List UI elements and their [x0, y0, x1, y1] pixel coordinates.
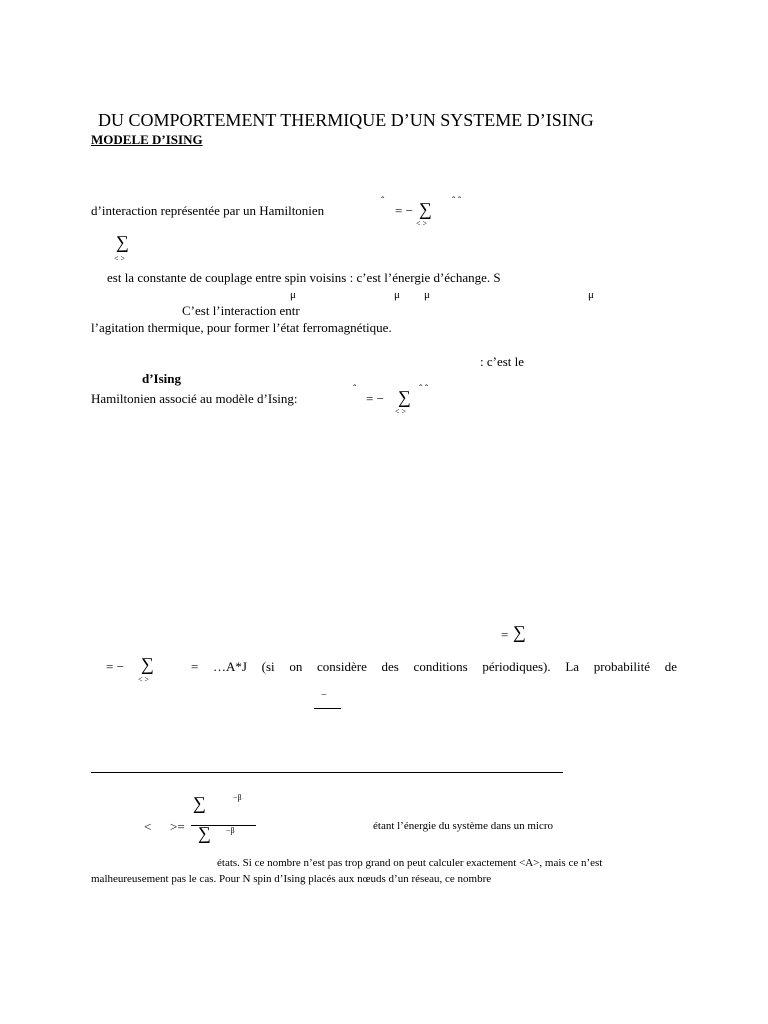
- section-heading: MODELE D’ISING: [91, 132, 203, 147]
- exponent-beta: −β: [233, 793, 242, 802]
- sum-symbol-denominator: ∑: [198, 823, 211, 843]
- mu-symbol: μ: [424, 289, 430, 301]
- sum-symbol-standalone: ∑: [116, 232, 129, 252]
- sum-subscript: < >: [395, 407, 407, 416]
- exponent-beta: −β: [226, 826, 235, 835]
- hat-symbol: ˆ: [353, 384, 357, 395]
- equation-equals-minus: = −: [395, 203, 413, 218]
- average-bracket-left: <: [144, 819, 152, 834]
- text-etats: états. Si ce nombre n’est pas trop grand on peut calculer exactement <A>, mais ce n’est: [217, 857, 603, 869]
- text-dising-bold: d’Ising: [142, 371, 182, 386]
- text-line-hamiltonian: d’interaction représentée par un Hamiltonien: [91, 203, 325, 218]
- equation-equals-minus: = −: [366, 391, 384, 406]
- text-line-coupling: est la constante de couplage entre spin voisins : c’est l’énergie d’échange. S: [107, 270, 501, 285]
- fraction-dash: −: [321, 690, 327, 701]
- footnote-separator: [91, 772, 563, 773]
- page-title: DU COMPORTEMENT THERMIQUE D’UN SYSTEME D’ISING: [98, 110, 594, 130]
- sum-symbol: ∑: [141, 654, 154, 674]
- hat-pair: ˆ ˆ: [452, 196, 462, 207]
- fraction-bar: [314, 708, 341, 709]
- average-bracket-right: >=: [170, 819, 185, 834]
- hat-symbol: ˆ: [381, 196, 385, 207]
- sum-subscript: < >: [138, 675, 150, 684]
- text-line-interaction: C’est l’interaction entr: [182, 303, 300, 318]
- text-cest-le: : c’est le: [480, 354, 525, 369]
- text-etant: étant l’énergie du système dans un micro: [373, 820, 554, 832]
- text-line-periodic: = …A*J (si on considère des conditions périodiques). La probabilité de: [191, 659, 677, 674]
- sum-subscript: < >: [416, 219, 428, 228]
- sum-symbol: ∑: [398, 387, 411, 407]
- sum-subscript-standalone: < >: [114, 254, 126, 263]
- sum-symbol: ∑: [419, 199, 432, 219]
- text-hamiltonien-modele: Hamiltonien associé au modèle d’Ising:: [91, 391, 298, 406]
- mu-symbol: μ: [394, 289, 400, 301]
- mu-symbol: μ: [588, 289, 594, 301]
- text-malheureusement: malheureusement pas le cas. Pour N spin d’Ising placés aux nœuds d’un réseau, ce nombre: [91, 873, 492, 885]
- equation-equals: =: [501, 627, 509, 642]
- hat-pair: ˆ ˆ: [419, 384, 429, 395]
- mu-symbol: μ: [290, 289, 296, 301]
- equation-equals-minus: = −: [106, 659, 124, 674]
- sum-symbol: ∑: [513, 622, 526, 642]
- text-line-agitation: l’agitation thermique, pour former l’état ferromagnétique.: [91, 320, 392, 335]
- sum-symbol-numerator: ∑: [193, 793, 206, 813]
